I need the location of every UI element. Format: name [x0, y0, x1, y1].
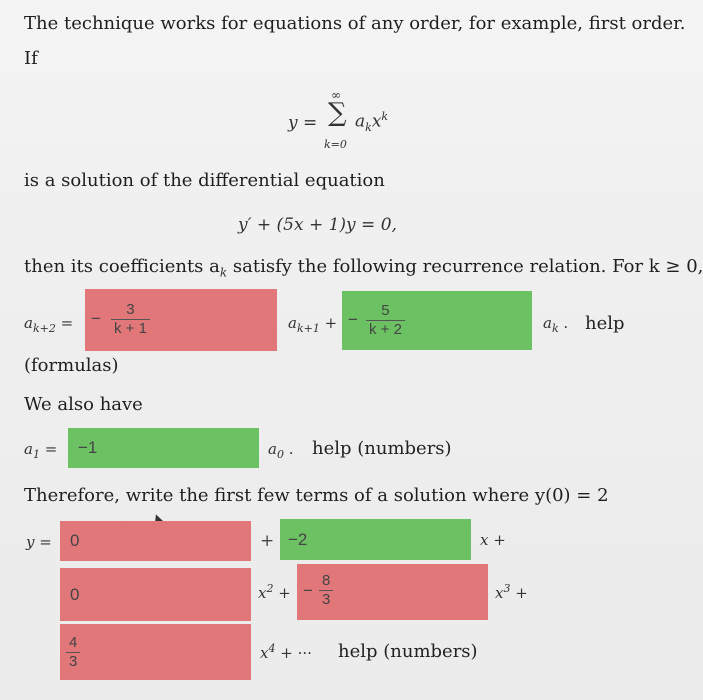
- term-a: a: [355, 111, 366, 132]
- box1-denominator: k + 1: [111, 319, 150, 338]
- x4-x: x: [260, 644, 269, 662]
- coeff-text-start: then its coefficients a: [24, 256, 220, 277]
- help-link-formulas[interactable]: help: [585, 313, 625, 334]
- c3-numerator: 8: [322, 572, 331, 589]
- box2-denominator: k + 2: [366, 320, 405, 339]
- rec-tail-dot: .: [558, 314, 569, 332]
- box2-fraction: [366, 302, 405, 339]
- solution-x4-tail: [260, 642, 312, 662]
- rec-plus: +: [319, 314, 338, 332]
- a1-sub: 1: [32, 448, 40, 461]
- help-link-numbers-2[interactable]: help (numbers): [338, 641, 478, 662]
- rec-lhs-sub: k+2: [32, 322, 56, 335]
- coeff-text: [24, 256, 703, 280]
- therefore-text: Therefore, write the first few terms of a solution where y(0) = 2: [24, 485, 609, 506]
- c4-fraction: [66, 634, 80, 671]
- x4-dots: + ···: [275, 644, 312, 662]
- solution-c0-box[interactable]: [60, 521, 251, 561]
- recurrence-tail: [543, 314, 568, 335]
- a1-tail-sub: 0: [276, 448, 284, 461]
- rec-tail-a: a: [543, 314, 552, 332]
- solution-plus-1: +: [260, 531, 275, 551]
- box2-numerator: 5: [381, 302, 390, 319]
- recurrence-mid: [288, 314, 337, 335]
- intro-text: The technique works for equations of any order, for example, first order.: [24, 13, 686, 34]
- solution-c2-box[interactable]: [60, 568, 251, 621]
- recurrence-answer-box-2[interactable]: [342, 291, 532, 350]
- box2-minus: −: [348, 310, 358, 329]
- c3-minus: −: [303, 581, 313, 600]
- coeff-text-end: satisfy the following recurrence relation. For k ≥ 0,: [227, 256, 703, 277]
- solution-x-plus: x +: [480, 531, 506, 549]
- solution-text: is a solution of the differential equation: [24, 170, 385, 191]
- c4-numerator: 4: [69, 634, 78, 651]
- also-have-text: We also have: [24, 394, 143, 415]
- x4-sup: 4: [268, 642, 276, 655]
- ode-equation: y′ + (5x + 1)y = 0,: [238, 215, 397, 235]
- rec-mid-a: a: [288, 314, 297, 332]
- x3-plus: +: [510, 584, 528, 602]
- a1-answer-box[interactable]: [68, 428, 259, 468]
- x2-x: x: [258, 584, 267, 602]
- c1-value: −2: [288, 529, 308, 549]
- a1-a: a: [24, 440, 33, 458]
- c3-denominator: 3: [319, 590, 333, 609]
- series-term: [355, 110, 388, 134]
- c2-value: 0: [70, 584, 80, 604]
- box1-numerator: 3: [126, 301, 135, 318]
- c3-fraction: [319, 572, 333, 609]
- solution-x2-plus: [258, 582, 291, 602]
- x2-sup: 2: [266, 582, 274, 595]
- a1-value: −1: [78, 438, 98, 457]
- formulas-label: (formulas): [24, 355, 119, 376]
- term-sub: k: [365, 121, 372, 135]
- recurrence-lhs: [24, 314, 73, 335]
- coeff-sub: k: [219, 265, 228, 280]
- sum-symbol: ∑: [328, 98, 347, 128]
- x2-plus: +: [273, 584, 291, 602]
- a1-eq: =: [39, 440, 58, 458]
- solution-c1-box[interactable]: [280, 519, 471, 560]
- solution-c4-box[interactable]: [60, 624, 251, 680]
- rec-tail-sub: k: [551, 322, 559, 335]
- c4-denominator: 3: [66, 652, 80, 671]
- x3-x: x: [495, 584, 504, 602]
- rec-lhs-eq: =: [55, 314, 74, 332]
- a1-tail: [268, 440, 294, 461]
- box1-minus: −: [91, 309, 101, 328]
- term-sup: k: [381, 110, 389, 123]
- series-lhs: y =: [288, 113, 318, 133]
- a1-lhs: [24, 440, 57, 461]
- sum-upper-limit: ∞: [331, 88, 341, 102]
- c0-value: 0: [70, 531, 80, 550]
- box1-fraction: [111, 301, 150, 338]
- help-link-numbers-1[interactable]: help (numbers): [312, 438, 452, 459]
- a1-tail-a: a: [268, 440, 277, 458]
- x3-sup: 3: [503, 582, 511, 595]
- rec-lhs-a: a: [24, 314, 33, 332]
- solution-c3-box[interactable]: [297, 564, 488, 620]
- term-x: x: [371, 111, 382, 132]
- solution-lhs: y =: [26, 533, 52, 551]
- sum-lower-limit: k=0: [324, 138, 347, 151]
- recurrence-answer-box-1[interactable]: [85, 289, 277, 351]
- rec-mid-sub: k+1: [296, 322, 320, 335]
- a1-tail-dot: .: [283, 440, 294, 458]
- if-text: If: [24, 48, 38, 69]
- solution-x3-plus: [495, 582, 528, 602]
